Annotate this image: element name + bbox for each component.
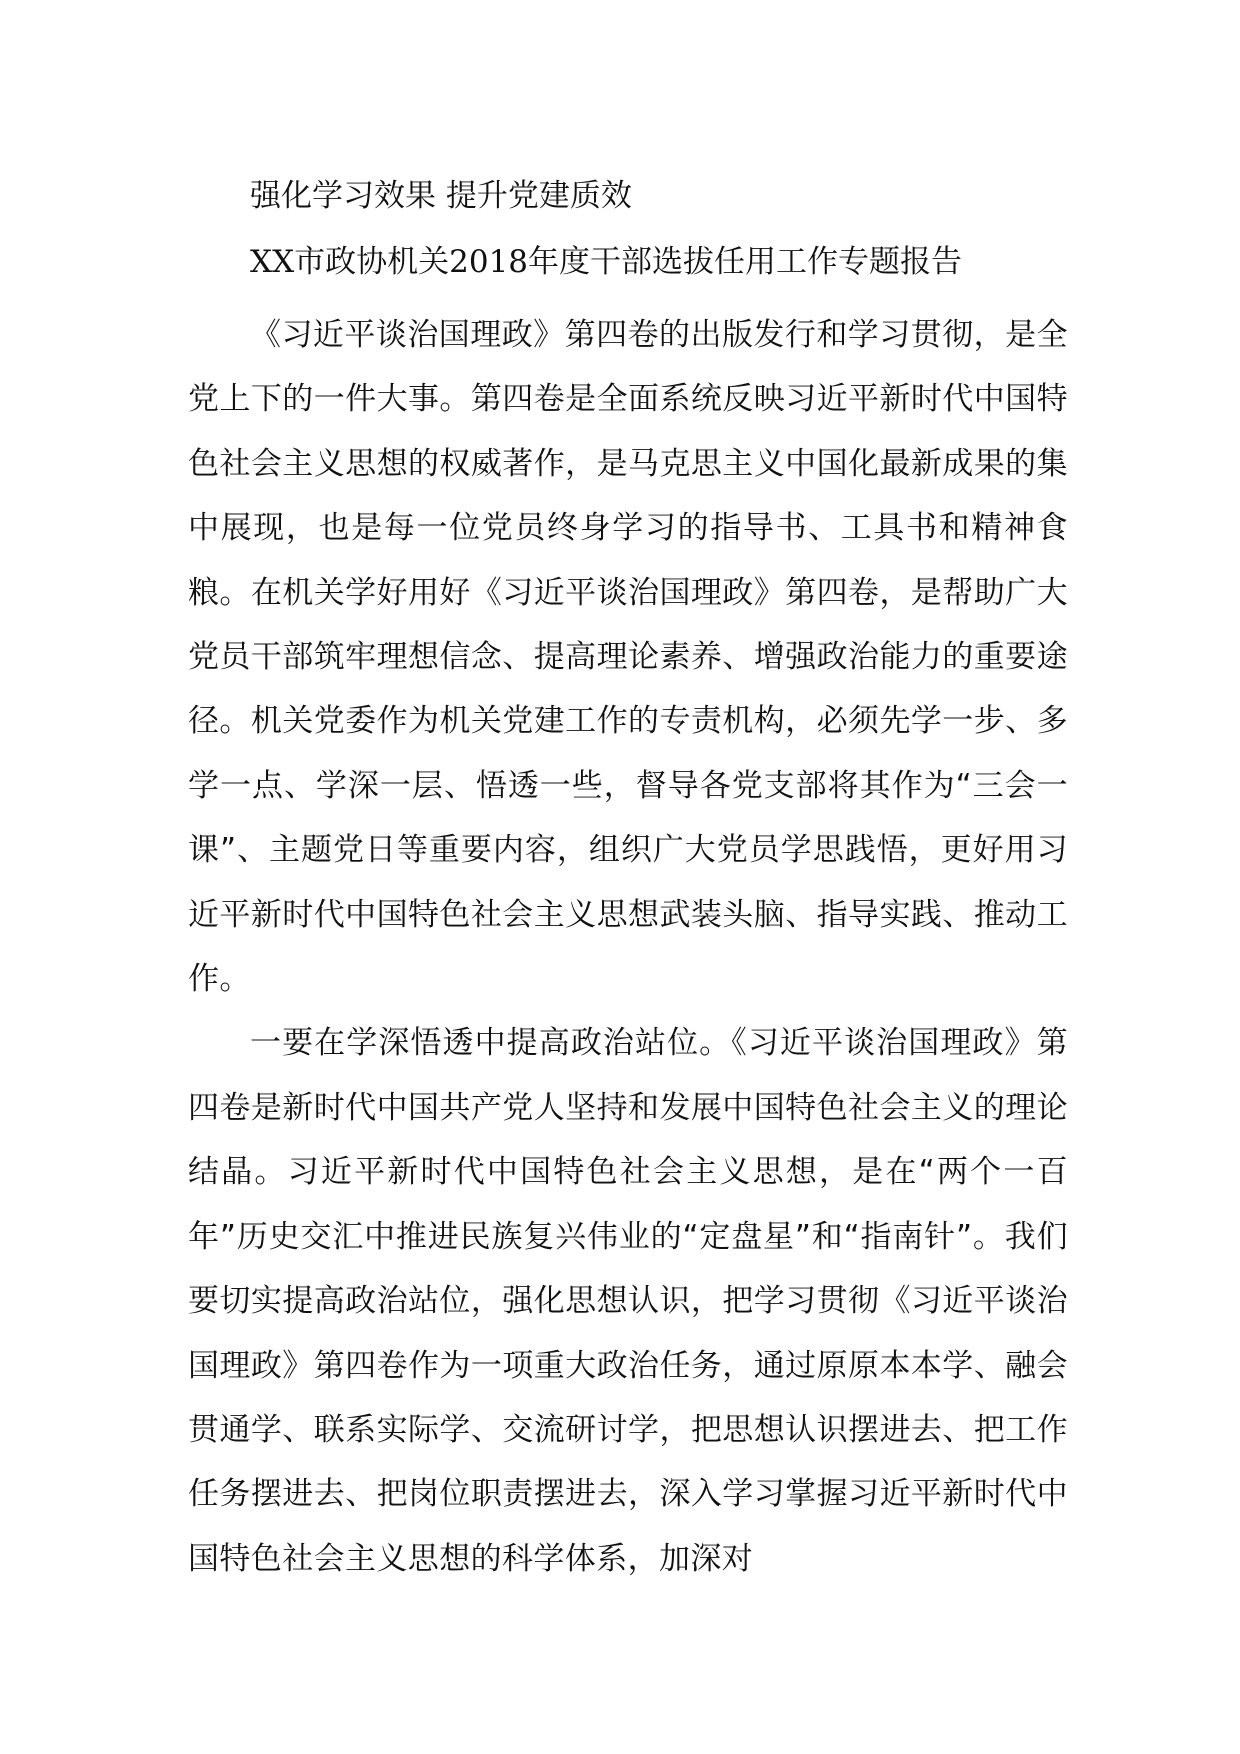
body-paragraph-2: 一要在学深悟透中提高政治站位。《习近平谈治国理政》第四卷是新时代中国共产党人坚持和发展中国特色社会主义的理论结晶。习近平新时代中国特色社会主义思想，是在“两个一百年”历史交汇中推进民族复兴伟业的“定盘星”和“指南针”。我们要切实提高政治站位，强化思想认识，把学习贯彻《习近平谈治国理政》第四卷作为一项重大政治任务，通过原原本本学、融会贯通学、联系实际学、交流研讨学，把思想认识摆进去、把工作任务摆进去、把岗位职责摆进去，深入学习掌握习近平新时代中国特色社会主义思想的科学体系，加深对 [188, 1025, 1068, 1577]
body-paragraph-1: 《习近平谈治国理政》第四卷的出版发行和学习贯彻，是全党上下的一件大事。第四卷是全面系统反映习近平新时代中国特色社会主义思想的权威著作，是马克思主义中国化最新成果的集中展现，也是每一位党员终身学习的指导书、工具书和精神食粮。在机关学好用好《习近平谈治国理政》第四卷，是帮助广大党员干部筑牢理想信念、提高理论素养、增强政治能力的重要途径。机关党委作为机关党建工作的专责机构，必须先学一步、多学一点、学深一层、悟透一些，督导各党支部将其作为“三会一课”、主题党日等重要内容，组织广大党员学思践悟，更好用习近平新时代中国特色社会主义思想武装头脑、指导实践、推动工作。 [188, 317, 1068, 998]
document-subtitle: XX市政协机关2018年度干部选拔任用工作专题报告 [250, 244, 963, 280]
document-body [188, 303, 1068, 1591]
document-title: 强化学习效果 提升党建质效 [250, 178, 632, 214]
